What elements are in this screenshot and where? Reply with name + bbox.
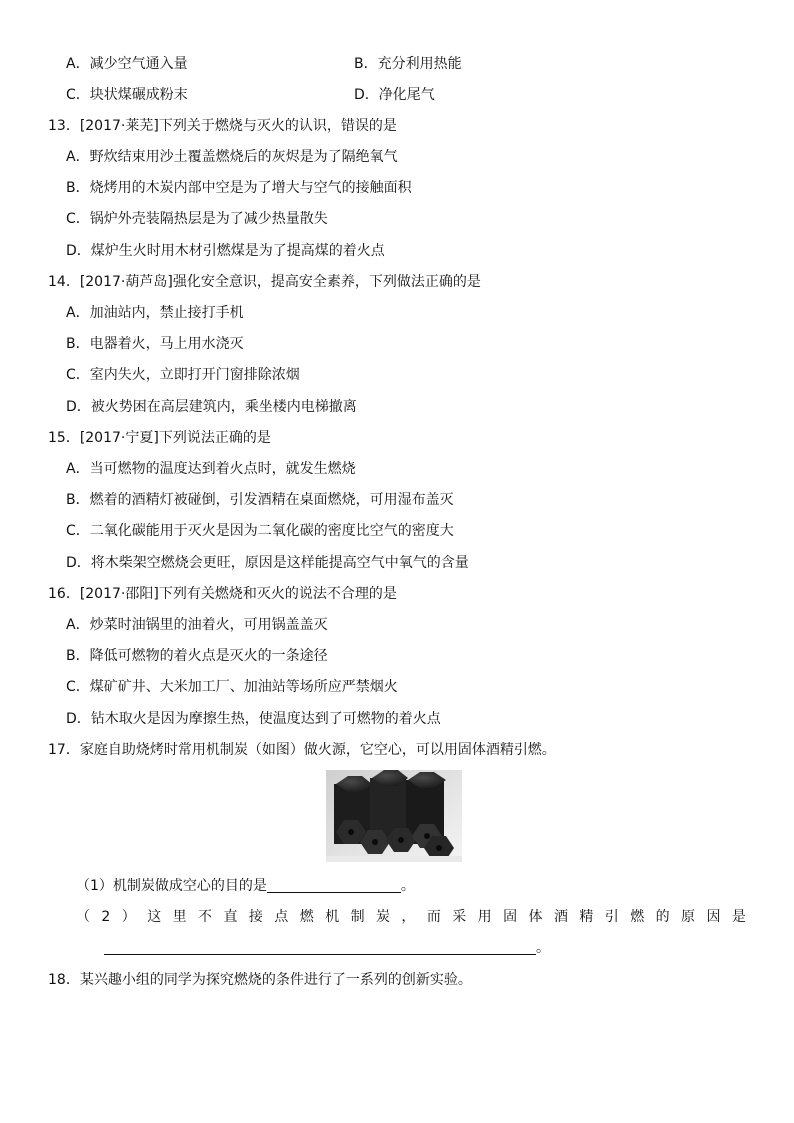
q17-sub2-char: 的 [655,909,670,925]
q17-sub2-char: 制 [350,909,365,925]
q16-option-a: A．炒菜时油锅里的油着火，可用锅盖盖灭 [66,617,328,633]
q17-sub1 [76,876,415,896]
q17-sub2-answer-blank[interactable] [104,939,536,955]
q17-sub2-char: 直 [223,909,238,925]
q17-sub2-char: 不 [198,909,213,925]
q17-stem: 17．家庭自助烧烤时常用机制炭（如图）做火源，它空心，可以用固体酒精引燃。 [48,742,556,758]
q13-option-b: B．烧烤用的木炭内部中空是为了增大与空气的接触面积 [66,180,412,196]
q17-sub2-char: 接 [248,909,263,925]
q17-sub2-char: 里 [172,909,187,925]
q17-sub2-char: 采 [452,909,467,925]
q17-sub2-char: 固 [503,909,518,925]
q15-option-a: A．当可燃物的温度达到着火点时，就发生燃烧 [66,461,356,477]
q17-sub2-char: 引 [604,909,619,925]
q17-sub2-char: 而 [426,909,441,925]
q17-sub2-char: 酒 [553,909,568,925]
q17-sub2-char: 体 [528,909,543,925]
q17-sub2-char: 燃 [630,909,645,925]
q17-sub2-prompt [76,907,746,927]
q15-option-d: D．将木柴架空燃烧会更旺，原因是这样能提高空气中氧气的含量 [66,555,469,571]
q13-option-d: D．煤炉生火时用木材引燃煤是为了提高煤的着火点 [66,243,385,259]
q17-sub2-char: ） [121,909,136,925]
q17-sub2-end: 。 [536,940,550,956]
q17-sub2-char: 点 [274,909,289,925]
q17-sub2-char: ， [401,909,416,925]
q17-sub1-end: 。 [400,878,415,894]
q17-sub2-char: 这 [147,909,162,925]
q13-option-a: A．野炊结束用沙土覆盖燃烧后的灰烬是为了隔绝氧气 [66,149,398,165]
q13-stem: 13．[2017·莱芜]下列关于燃烧与灭火的认识，错误的是 [48,118,397,134]
q16-option-d: D．钻木取火是因为摩擦生热，使温度达到了可燃物的着火点 [66,711,441,727]
q16-option-c: C．煤矿矿井、大米加工厂、加油站等场所应严禁烟火 [66,679,398,695]
q15-option-c: C．二氧化碳能用于灭火是因为二氧化碳的密度比空气的密度大 [66,523,454,539]
q17-sub1-answer-blank[interactable] [267,877,401,893]
charcoal-briquettes-photo-icon [326,770,462,862]
q17-sub2-char: 用 [477,909,492,925]
q17-sub2-answer-line [104,938,550,958]
q18-stem: 18．某兴趣小组的同学为探究燃烧的条件进行了一系列的创新实验。 [48,972,472,988]
q17-sub2-char: 是 [731,909,746,925]
q12-option-c: C．块状煤碾成粉末 [66,87,188,103]
q14-option-c: C．室内失火，立即打开门窗排除浓烟 [66,367,300,383]
q17-sub2-char: 机 [325,909,340,925]
q17-sub1-text: （1）机制炭做成空心的目的是 [76,878,267,894]
q17-sub2-char: 燃 [299,909,314,925]
q16-option-b: B．降低可燃物的着火点是灭火的一条途径 [66,648,328,664]
q15-stem: 15．[2017·宁夏]下列说法正确的是 [48,430,271,446]
q17-sub2-char: （ [76,909,90,925]
q17-sub2-char: 因 [706,909,721,925]
q17-sub2-char: 2 [101,909,111,925]
q17-sub2-char: 炭 [375,909,390,925]
q15-option-b: B．燃着的酒精灯被碰倒，引发酒精在桌面燃烧，可用湿布盖灭 [66,492,454,508]
q16-stem: 16．[2017·邵阳]下列有关燃烧和灭火的说法不合理的是 [48,586,397,602]
q14-stem: 14．[2017·葫芦岛]强化安全意识，提高安全素养，下列做法正确的是 [48,274,481,290]
q14-option-b: B．电器着火，马上用水浇灭 [66,336,244,352]
q14-option-d: D．被火势困在高层建筑内，乘坐楼内电梯撤离 [66,399,357,415]
q12-option-a: A．减少空气通入量 [66,56,188,72]
q12-option-d: D．净化尾气 [354,87,435,103]
q12-option-b: B．充分利用热能 [354,56,462,72]
q13-option-c: C．锅炉外壳装隔热层是为了减少热量散失 [66,211,328,227]
q17-sub2-char: 原 [681,909,696,925]
q17-sub2-char: 精 [579,909,594,925]
q14-option-a: A．加油站内，禁止接打手机 [66,305,244,321]
